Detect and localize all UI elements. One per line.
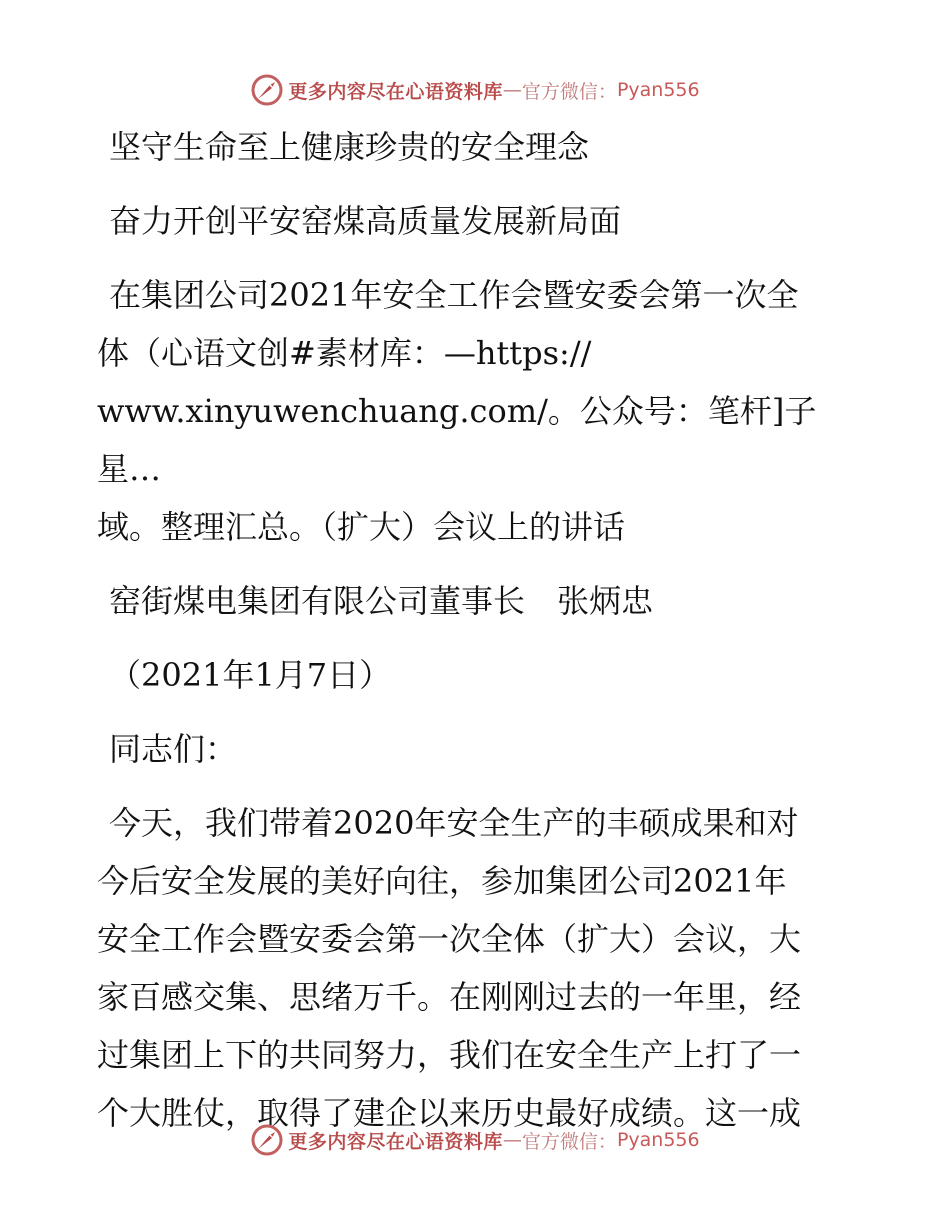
doc-title-line-2: 奋力开创平安窑煤高质量发展新局面 [109,202,622,240]
pen-nib-circle-icon [250,73,284,107]
banner-text: 更多内容尽在心语资料库 [288,80,503,103]
banner-wechat-label: 官方微信： [521,80,617,103]
doc-date: （2021年1月7日） [109,656,392,694]
banner-wechat-label: 官方微信： [521,1130,617,1153]
pen-nib-circle-icon [250,1123,284,1157]
document-body [97,118,849,1142]
banner-wechat-id: Pyan556 [616,79,700,101]
doc-subtitle-line-4: 域。整理汇总。（扩大）会议上的讲话 [97,508,626,546]
doc-body-line-6: 个大胜仗，取得了建企以来历史最好成绩。这一成 [97,1094,802,1132]
doc-speaker: 窑街煤电集团有限公司董事长 张炳忠 [109,582,654,620]
banner-text: 更多内容尽在心语资料库 [288,1130,503,1153]
doc-body-line-2: 今后安全发展的美好向往，参加集团公司2021年 [97,862,787,900]
banner-separator: — [502,1129,522,1151]
doc-body-line-1: 今天，我们带着2020年安全生产的丰硕成果和对 [109,804,799,842]
doc-salutation: 同志们： [109,730,238,768]
header-banner [0,70,950,110]
doc-subtitle-line-1: 在集团公司2021年安全工作会暨安委会第一次全 [109,276,799,314]
doc-subtitle-line-2: 体（心语文创#素材库：—https:// [97,334,592,372]
banner-wechat-id: Pyan556 [616,1129,700,1151]
footer-banner [0,1120,950,1160]
doc-title-line-1: 坚守生命至上健康珍贵的安全理念 [109,128,590,166]
doc-subtitle-line-3: www.xinyuwenchuang.com/。公众号：笔杆]子星… [97,392,817,488]
banner-separator: — [502,79,522,101]
doc-body-line-3: 安全工作会暨安委会第一次全体（扩大）会议，大 [97,920,802,958]
doc-body-line-4: 家百感交集、思绪万千。在刚刚过去的一年里，经 [97,978,802,1016]
doc-body-line-5: 过集团上下的共同努力，我们在安全生产上打了一 [97,1036,802,1074]
